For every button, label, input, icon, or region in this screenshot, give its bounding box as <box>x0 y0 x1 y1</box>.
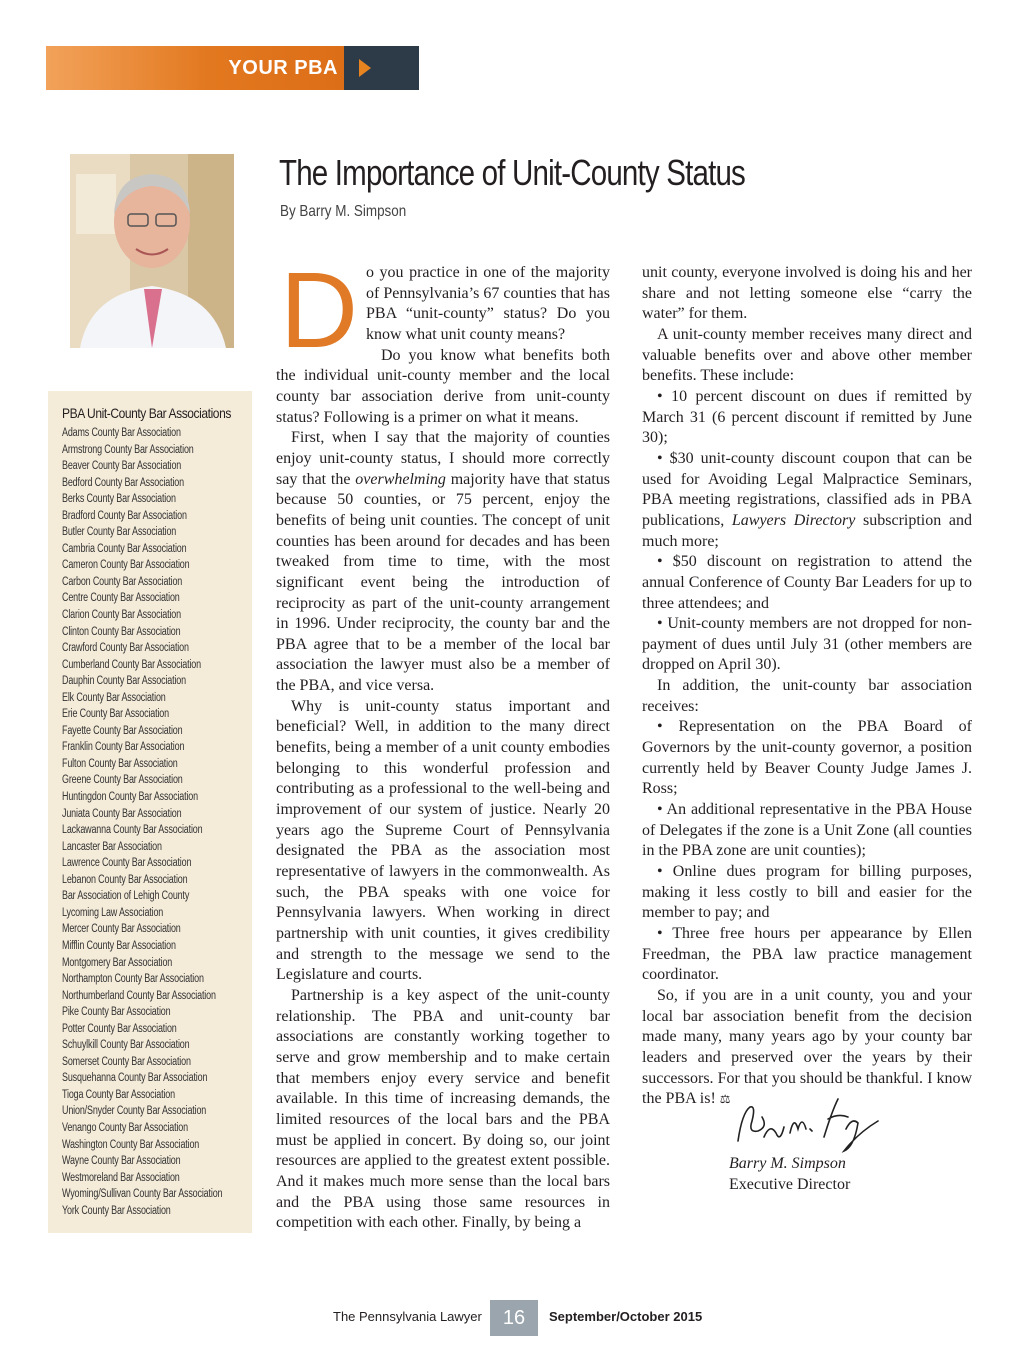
list-item: Lycoming Law Association <box>62 906 164 919</box>
paragraph: unit county, everyone involved is doing his and her share and not letting someone else “carry the water” for them. <box>642 264 972 323</box>
list-item: Lebanon County Bar Association <box>62 873 188 886</box>
paragraph: In addition, the unit-county bar association receives: <box>642 677 972 715</box>
paragraph: Why is unit-county status important and beneficial? Well, in addition to the many direct benefits, being a member of a unit county embodies belonging to this wonderful profession and contributing as a professional to the well-being and improvement of our system of justice. Nearly 20 years ago the Supreme Court of Pennsylvania designated the PBA as the association most representative of lawyers in the commonwealth. As such, the PBA speaks with one voice for Pennsylvania lawyers. When working in direct partnership with unit counties, it gives credibility and strength to the message we send to the Legislature and courts. <box>276 697 610 984</box>
list-item: Juniata County Bar Association <box>62 807 182 820</box>
list-item: Lawrence County Bar Association <box>62 857 192 870</box>
play-arrow-icon <box>358 58 372 78</box>
list-item: Elk County Bar Association <box>62 691 166 704</box>
list-item: Mercer County Bar Association <box>62 923 181 936</box>
list-item: Mifflin County Bar Association <box>62 939 176 952</box>
list-item: Carbon County Bar Association <box>62 575 183 588</box>
list-item: Dauphin County Bar Association <box>62 675 186 688</box>
list-item: • $30 unit-county discount coupon that can be used for Avoiding Legal Malpractice Seminars, PBA meeting registrations, classified ads in PBA publications, Lawyers Directory subscription and much more; <box>642 449 972 550</box>
signature-image <box>728 1093 888 1153</box>
list-item: • Online dues program for billing purposes, making it less costly to bill and easier for the member to pay; and <box>642 863 972 922</box>
list-item: • Three free hours per appearance by Ellen Freedman, the PBA law practice management coordinator. <box>642 925 972 984</box>
list-item: Susquehanna County Bar Association <box>62 1072 208 1085</box>
list-item: Clarion County Bar Association <box>62 609 181 622</box>
list-item: • $50 discount on registration to attend the annual Conference of County Bar Leaders for up to three attendees; and <box>642 553 972 612</box>
list-item: • 10 percent discount on dues if remitted by March 31 (6 percent discount if remitted by June 30); <box>642 387 972 447</box>
list-item: Bar Association of Lehigh County <box>62 890 190 903</box>
list-item: Northumberland County Bar Association <box>62 989 216 1002</box>
list-item: Schuylkill County Bar Association <box>62 1039 190 1052</box>
list-item: Fayette County Bar Association <box>62 724 183 737</box>
list-item: Greene County Bar Association <box>62 774 183 787</box>
emphasis: overwhelming <box>355 470 446 488</box>
list-item: Franklin County Bar Association <box>62 741 185 754</box>
paragraph: o you practice in one of the majority of Pennsylvania’s 67 counties that has PBA “unit-county” status? Do you know what unit county means? <box>366 264 610 343</box>
list-item: Fulton County Bar Association <box>62 757 178 770</box>
list-item: Berks County Bar Association <box>62 493 176 506</box>
list-item: Lancaster Bar Association <box>62 840 162 853</box>
list-item: Montgomery Bar Association <box>62 956 173 969</box>
paragraph: First, when I say that the majority of counties enjoy unit-county status, I should more correctly say that the overwhelming majority have that status because 50 counties, or 75 percent, enjoy the benefits of being unit counties. The concept of unit counties has been around for decades and has been tweaked from time to time, with the most significant event being the introduction of reciprocity as part of the unit-county arrangement in 1996. Under reciprocity, the county bar and the PBA agree that to be a member of the local bar association the lawyer must also be a member of the PBA, and vice versa. <box>276 429 610 695</box>
list-item: Erie County Bar Association <box>62 708 169 721</box>
list-item: Washington County Bar Association <box>62 1138 200 1151</box>
list-item: Westmoreland Bar Association <box>62 1171 180 1184</box>
list-item: Clinton County Bar Association <box>62 625 181 638</box>
list-item: Bedford County Bar Association <box>62 476 184 489</box>
list-item: Potter County Bar Association <box>62 1022 177 1035</box>
list-item: Tioga County Bar Association <box>62 1088 175 1101</box>
unit-county-sidebar <box>48 391 252 1233</box>
list-item: Bradford County Bar Association <box>62 509 187 522</box>
list-item: Crawford County Bar Association <box>62 642 189 655</box>
list-item: • Unit-county members are not dropped for non-payment of dues until July 31 (other members are dropped on April 30). <box>642 615 972 674</box>
list-item: Pike County Bar Association <box>62 1006 171 1019</box>
list-item: Wayne County Bar Association <box>62 1155 181 1168</box>
list-item: Armstrong County Bar Association <box>62 443 194 456</box>
list-item: Lackawanna County Bar Association <box>62 824 203 837</box>
section-label: YOUR PBA <box>46 46 344 90</box>
banner-arrow-box <box>344 46 419 90</box>
signature-name: Barry M. Simpson <box>729 1155 846 1172</box>
publication-name: The Pennsylvania Lawyer <box>333 1309 482 1324</box>
list-item: Wyoming/Sullivan County Bar Association <box>62 1188 223 1201</box>
list-item: Northampton County Bar Association <box>62 973 204 986</box>
list-item: Somerset County Bar Association <box>62 1055 191 1068</box>
list-item: Cumberland County Bar Association <box>62 658 201 671</box>
emphasis: Lawyers Directory <box>731 511 856 529</box>
list-item: Beaver County Bar Association <box>62 460 182 473</box>
section-banner <box>46 46 419 90</box>
paragraph: A unit-county member receives many direct and valuable benefits over and above other member benefits. These include: <box>642 325 972 385</box>
signature-title: Executive Director <box>729 1176 851 1193</box>
list-item: York County Bar Association <box>62 1204 171 1217</box>
list-item: Adams County Bar Association <box>62 427 181 439</box>
list-item: Centre County Bar Association <box>62 592 180 605</box>
author-portrait-image <box>70 154 234 348</box>
list-item: Cameron County Bar Association <box>62 559 190 572</box>
paragraph: Partnership is a key aspect of the unit-county relationship. The PBA and unit-county bar associations are constantly working together to serve and grow membership and to make certain that members enjoy every service and benefit available. In this time of increasing demands, the limited resources of the local bars and the PBA must be applied in concert. By doing so, our joint resources are applied to the greatest extent possible. And it makes much more sense than the local bars and the PBA using those same resources in competition with each other. Finally, by being a <box>276 986 610 1232</box>
sidebar-heading: PBA Unit-County Bar Associations <box>62 405 231 421</box>
drop-cap: D <box>280 249 358 370</box>
issue-date: September/October 2015 <box>549 1309 703 1324</box>
scales-of-justice-icon: ⚖ <box>719 1092 731 1107</box>
article-byline: By Barry M. Simpson <box>280 203 407 220</box>
list-item: • Representation on the PBA Board of Governors by the unit-county governor, a position currently held by Beaver County Judge James J. Ross; <box>642 718 972 798</box>
author-photo <box>70 154 234 348</box>
list-item: • An additional representative in the PBA House of Delegates if the zone is a Unit Zone (all counties in the PBA zone are unit counties); <box>642 801 972 860</box>
paragraph: So, if you are in a unit county, you and your local bar association benefit from the decision made many, many years ago by your county bar leaders and preserved over the years by their successors. For that you should be thankful. I know the PBA is! ⚖ <box>642 986 972 1108</box>
county-list <box>62 425 252 1219</box>
list-item: Venango County Bar Association <box>62 1121 188 1134</box>
list-item: Butler County Bar Association <box>62 526 177 539</box>
list-item: Union/Snyder County Bar Association <box>62 1105 207 1118</box>
article-title: The Importance of Unit-County Status <box>279 152 746 193</box>
list-item: Cambria County Bar Association <box>62 542 187 555</box>
page-number: 16 <box>490 1300 538 1336</box>
paragraph: Do you know what benefits both the individual unit-county member and the local county bar association derive from unit-county status? Following is a primer on what it means. <box>276 346 610 426</box>
article-column-2 <box>642 263 972 1110</box>
article-column-1 <box>276 249 610 1234</box>
list-item: Huntingdon County Bar Association <box>62 791 198 804</box>
